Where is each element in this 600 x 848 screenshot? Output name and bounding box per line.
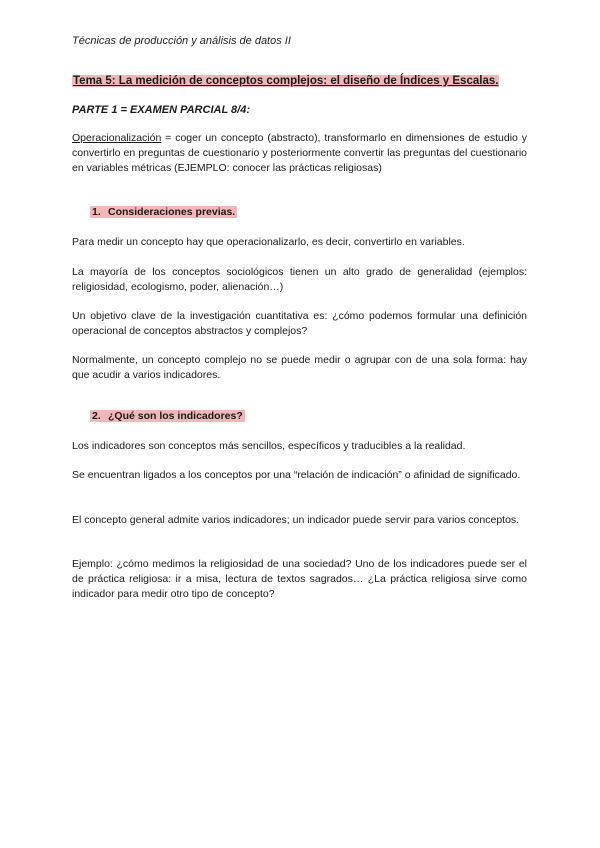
intro-paragraph (72, 131, 527, 176)
document-header: Técnicas de producción y análisis de datos II (72, 35, 291, 47)
section-1-paragraph: Para medir un concepto hay que operacionalizarlo, es decir, convertirlo en variables. (72, 236, 465, 248)
section-1-paragraph: Normalmente, un concepto complejo no se puede medir o agrupar con de una sola forma: hay que acudir a varios indicadores. (72, 354, 527, 381)
part-heading: PARTE 1 = EXAMEN PARCIAL 8/4: (72, 104, 250, 116)
section-1-paragraph: Un objetivo clave de la investigación cuantitativa es: ¿cómo podemos formular una definición operacional de conceptos abstractos y complejos? (72, 310, 527, 337)
section-2-number: 2. (92, 410, 101, 422)
section-1-paragraph: La mayoría de los conceptos sociológicos tienen un alto grado de generalidad (ejemplos: religiosidad, ecologismo, poder, alienación…) (72, 266, 527, 293)
section-2-paragraph: Ejemplo: ¿cómo medimos la religiosidad de una sociedad? Uno de los indicadores puede ser el de práctica religiosa: ir a misa, lectura de textos sagrados… ¿La práctica religiosa sirve como indicador para medir otro tipo de concepto? (72, 558, 527, 600)
section-1-heading (90, 206, 237, 218)
section-2-paragraph: El concepto general admite varios indicadores; un indicador puede servir para varios conceptos. (72, 514, 520, 526)
intro-text: = coger un concepto (abstracto), transformarlo en dimensiones de estudio y convertirlo en preguntas de cuestionario y posteriormente convertir las preguntas del cuestionario en variables métricas (EJEMPLO: conocer las prácticas religiosas) (72, 132, 527, 174)
section-2-heading (90, 410, 245, 422)
document-title: Tema 5: La medición de conceptos complejos: el diseño de Índices y Escalas. (73, 75, 499, 87)
section-1-title: Consideraciones previas. (108, 206, 236, 218)
section-2-title: ¿Qué son los indicadores? (108, 410, 243, 422)
section-2-paragraph: Los indicadores son conceptos más sencillos, específicos y traducibles a la realidad. (72, 440, 466, 452)
section-2-paragraph: Se encuentran ligados a los conceptos por una “relación de indicación” o afinidad de significado. (72, 469, 521, 481)
section-1-number: 1. (92, 206, 101, 218)
intro-term: Operacionalización (72, 132, 162, 144)
